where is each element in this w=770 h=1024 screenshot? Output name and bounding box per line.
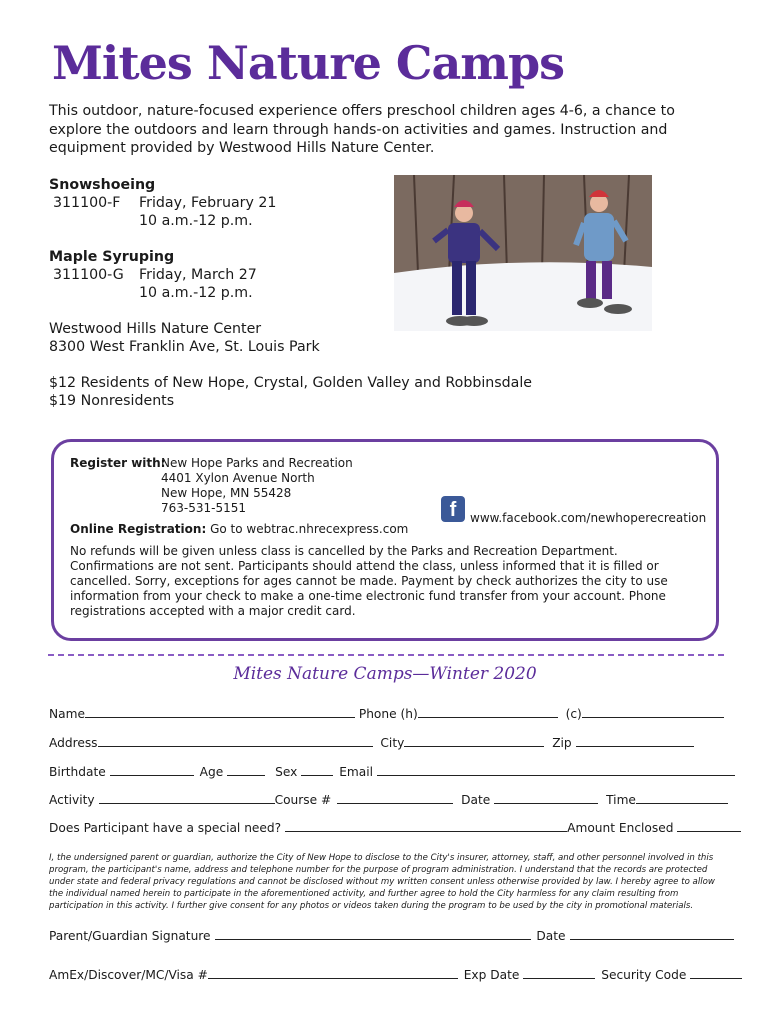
register-city: New Hope, MN 55428 (161, 486, 292, 500)
snowshoeing-photo (394, 175, 652, 331)
special-need-field[interactable] (285, 819, 567, 832)
form-title: Mites Nature Camps—Winter 2020 (233, 664, 537, 684)
register-label: Register with: (70, 456, 166, 470)
row-signature (49, 927, 734, 943)
signature-field[interactable] (215, 927, 531, 940)
sex-label: Sex (275, 765, 298, 779)
zip-field[interactable] (576, 734, 694, 747)
session-code: 311100-G (53, 267, 124, 283)
special-need-label: Does Participant have a special need? (49, 821, 282, 835)
address-label: Address (49, 736, 98, 750)
location-block (49, 320, 320, 356)
amount-field[interactable] (677, 819, 741, 832)
phone-h-field[interactable] (418, 705, 558, 718)
location-address: 8300 West Franklin Ave, St. Louis Park (49, 339, 320, 355)
address-field[interactable] (98, 734, 373, 747)
session-title: Maple Syruping (49, 249, 175, 265)
intro-text: This outdoor, nature-focused experience offers preschool children ages 4-6, a chance to explore the outdoors and learn through hands-on activities and games. Instruction and equipment provided by Westwood Hills Nature Center. (49, 103, 675, 156)
course-field[interactable] (337, 791, 453, 804)
name-label: Name (49, 707, 85, 721)
time-label: Time (606, 793, 636, 807)
age-label: Age (199, 765, 224, 779)
row-activity (49, 791, 728, 807)
register-street: 4401 Xylon Avenue North (161, 471, 315, 485)
session-title: Snowshoeing (49, 177, 156, 193)
amount-label: Amount Enclosed (567, 821, 674, 835)
city-label: City (380, 736, 405, 750)
row-special-need (49, 819, 741, 835)
row-birthdate (49, 763, 735, 779)
city-field[interactable] (404, 734, 544, 747)
session-maple-syruping (49, 248, 257, 302)
online-registration (70, 522, 408, 537)
row-address (49, 734, 694, 750)
register-address (161, 456, 353, 516)
session-time: 10 a.m.-12 p.m. (139, 285, 253, 301)
facebook-icon[interactable]: f (441, 496, 465, 522)
activity-label: Activity (49, 793, 95, 807)
security-label: Security Code (601, 968, 687, 982)
fee-residents: $12 Residents of New Hope, Crystal, Golden Valley and Robbinsdale (49, 375, 533, 391)
fees-block (49, 374, 532, 410)
email-field[interactable] (377, 763, 735, 776)
sig-date-label: Date (536, 929, 566, 943)
date-field[interactable] (494, 791, 598, 804)
register-phone: 763-531-5151 (161, 501, 247, 515)
signature-label: Parent/Guardian Signature (49, 929, 211, 943)
cut-line (48, 654, 724, 656)
exp-field[interactable] (523, 966, 595, 979)
sex-field[interactable] (301, 763, 333, 776)
exp-label: Exp Date (463, 968, 520, 982)
row-name (49, 705, 724, 721)
legal-consent-text: I, the undersigned parent or guardian, authorize the City of New Hope to disclose to the City's insurer, attorney, staff, and other personnel involved in this program, the participant's name, address and telephone number for the purpose of program administration. I understand that the records are protected under state and federal privacy regulations and cannot be disclosed without my written consent unless otherwise provided by law. I hereby agree to allow the individual named herein to participate in the aforementioned activity, and further agree to hold the City harmless for any claim resulting from participation in this activity. I further give consent for any photos or videos taken during the program to be used by the city in promotional materials. (49, 853, 715, 912)
sig-date-field[interactable] (570, 927, 734, 940)
session-date: Friday, March 27 (139, 267, 257, 283)
name-field[interactable] (85, 705, 355, 718)
date-label: Date (461, 793, 491, 807)
facebook-link[interactable]: www.facebook.com/newhoperecreation (470, 511, 707, 525)
location-name: Westwood Hills Nature Center (49, 321, 262, 337)
row-payment (49, 966, 742, 982)
course-label: Course # (274, 793, 332, 807)
session-time: 10 a.m.-12 p.m. (139, 213, 253, 229)
zip-label: Zip (552, 736, 572, 750)
session-date: Friday, February 21 (139, 195, 277, 211)
online-label: Online Registration: (70, 522, 207, 536)
birthdate-field[interactable] (110, 763, 194, 776)
cell-field[interactable] (582, 705, 724, 718)
page-title: Mites Nature Camps (52, 36, 565, 90)
session-code: 311100-F (53, 195, 121, 211)
card-label: AmEx/Discover/MC/Visa # (49, 968, 208, 982)
cell-label: (c) (565, 707, 582, 721)
time-field[interactable] (636, 791, 728, 804)
fee-nonresidents: $19 Nonresidents (49, 393, 175, 409)
session-snowshoeing (49, 176, 276, 230)
card-field[interactable] (208, 966, 458, 979)
phone-h-label: Phone (h) (358, 707, 418, 721)
register-org: New Hope Parks and Recreation (161, 456, 353, 470)
policy-text: No refunds will be given unless class is cancelled by the Parks and Recreation Department. Confirmations are not sent. Participants should attend the class, unless informed that it is filled or cancelled. Sorry, exceptions for ages cannot be made. Payment by check authorizes the city to use information from your check to make a one-time electronic fund transfer from your account. Phone registrations accepted with a major credit card. (70, 544, 668, 618)
email-label: Email (339, 765, 374, 779)
online-link[interactable]: Go to webtrac.nhrecexpress.com (210, 522, 409, 536)
activity-field[interactable] (99, 791, 275, 804)
birthdate-label: Birthdate (49, 765, 106, 779)
security-field[interactable] (690, 966, 742, 979)
age-field[interactable] (227, 763, 265, 776)
